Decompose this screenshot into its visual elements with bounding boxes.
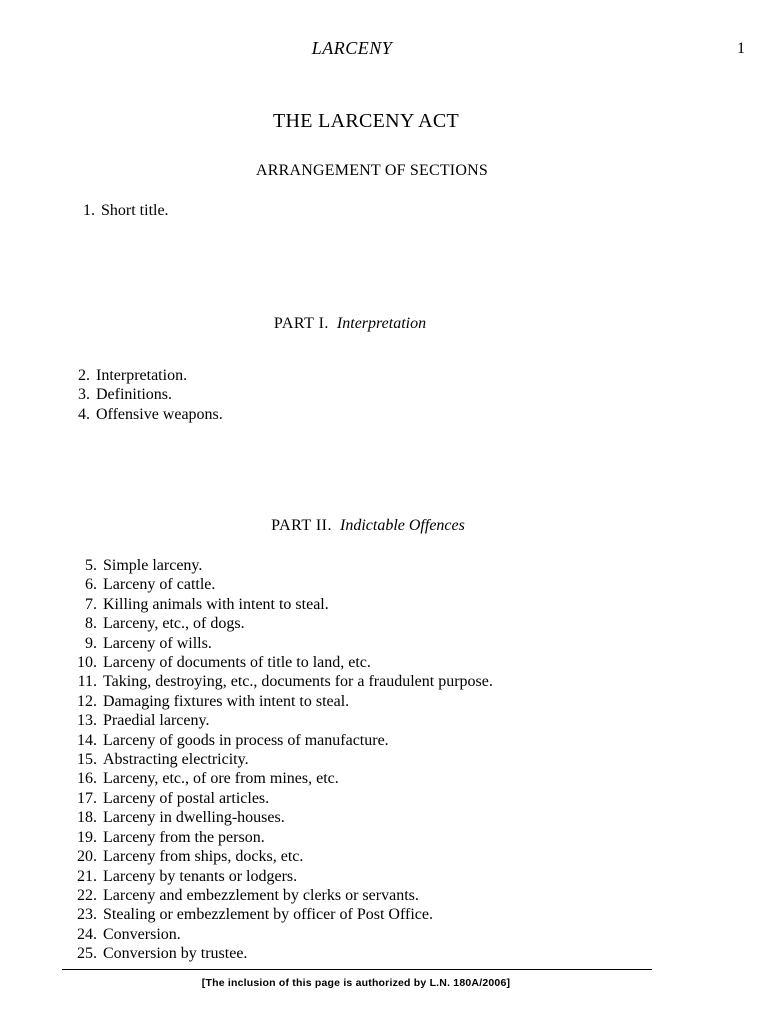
- section-title: Larceny of wills.: [103, 634, 212, 652]
- section-title: Offensive weapons.: [96, 405, 223, 423]
- section-title: Praedial larceny.: [103, 712, 210, 730]
- section-title: Larceny of goods in process of manufacture.: [103, 731, 389, 749]
- section-title: Larceny of postal articles.: [103, 789, 270, 807]
- section-number: 22.: [77, 886, 97, 904]
- list-item: [72, 769, 493, 788]
- list-item: [72, 750, 493, 769]
- section-number: 17.: [77, 789, 97, 807]
- section-number: 2.: [78, 367, 90, 384]
- list-item: [72, 925, 493, 944]
- list-item: [76, 201, 169, 220]
- part-heading-2: [0, 517, 736, 535]
- section-title: Damaging fixtures with intent to steal.: [103, 692, 350, 710]
- section-number: 16.: [77, 770, 97, 788]
- list-item: [71, 385, 223, 404]
- section-title: Stealing or embezzlement by officer of Post Office.: [103, 906, 433, 924]
- section-number: 23.: [77, 906, 97, 924]
- section-number: 21.: [77, 867, 97, 885]
- list-item: [71, 366, 223, 385]
- section-title: Larceny from ships, docks, etc.: [103, 848, 304, 866]
- section-title: Larceny from the person.: [103, 828, 265, 846]
- preliminary-section-list: [76, 201, 169, 220]
- list-item: [72, 575, 493, 594]
- section-number: 15.: [77, 751, 97, 769]
- section-number: 8.: [85, 615, 97, 633]
- section-title: Abstracting electricity.: [103, 751, 249, 769]
- part-label: PART I.: [273, 315, 329, 332]
- list-item: [72, 653, 493, 672]
- list-item: [72, 614, 493, 633]
- list-item: [72, 847, 493, 866]
- list-item: [72, 634, 493, 653]
- page-number: 1: [737, 40, 745, 57]
- section-number: 12.: [77, 692, 97, 710]
- section-number: 5.: [85, 557, 97, 574]
- list-item: [72, 808, 493, 827]
- part-1-section-list: [71, 366, 223, 424]
- section-title: Larceny of cattle.: [103, 576, 216, 594]
- running-title: LARCENY: [311, 38, 393, 58]
- section-title: Conversion.: [103, 925, 181, 943]
- section-number: 7.: [85, 595, 97, 613]
- list-item: [72, 867, 493, 886]
- list-item: [72, 905, 493, 924]
- part-heading-1: [0, 315, 700, 333]
- section-number: 18.: [77, 809, 97, 827]
- section-number: 11.: [77, 673, 97, 691]
- section-number: 25.: [77, 945, 97, 963]
- list-item: [72, 556, 493, 575]
- section-number: 1.: [83, 202, 95, 219]
- act-title: THE LARCENY ACT: [273, 110, 459, 132]
- part-name: Interpretation: [336, 315, 427, 332]
- section-number: 6.: [85, 576, 97, 594]
- section-title: Conversion by trustee.: [103, 945, 248, 963]
- section-title: Simple larceny.: [103, 557, 203, 574]
- section-title: Larceny, etc., of dogs.: [103, 615, 245, 633]
- section-title: Interpretation.: [96, 367, 188, 384]
- part-name: Indictable Offences: [340, 517, 465, 534]
- list-item: [72, 595, 493, 614]
- section-title: Larceny in dwelling-houses.: [103, 809, 285, 827]
- section-number: 14.: [77, 731, 97, 749]
- section-title: Larceny and embezzlement by clerks or servants.: [103, 886, 419, 904]
- list-item: [72, 828, 493, 847]
- section-number: 20.: [77, 848, 97, 866]
- section-number: 3.: [78, 386, 90, 404]
- list-item: [72, 789, 493, 808]
- section-number: 9.: [85, 634, 97, 652]
- arrangement-heading: ARRANGEMENT OF SECTIONS: [256, 162, 488, 179]
- list-item: [72, 672, 493, 691]
- section-title: Larceny by tenants or lodgers.: [103, 867, 298, 885]
- section-number: 19.: [77, 828, 97, 846]
- list-item: [72, 711, 493, 730]
- section-number: 24.: [77, 925, 97, 943]
- list-item: [72, 692, 493, 711]
- section-title: Short title.: [101, 202, 169, 219]
- section-title: Larceny, etc., of ore from mines, etc.: [103, 770, 339, 788]
- list-item: [72, 886, 493, 905]
- footer-rule: [62, 969, 652, 970]
- section-number: 4.: [78, 405, 90, 423]
- section-title: Definitions.: [96, 386, 172, 404]
- section-title: Killing animals with intent to steal.: [103, 595, 329, 613]
- section-title: Larceny of documents of title to land, etc.: [103, 654, 371, 672]
- list-item: [71, 405, 223, 424]
- section-title: Taking, destroying, etc., documents for a fraudulent purpose.: [103, 673, 493, 691]
- part-2-section-list: [72, 556, 493, 964]
- footer-note: [The inclusion of this page is authorized by L.N. 180A/2006]: [201, 977, 511, 989]
- list-item: [72, 944, 493, 963]
- part-label: PART II.: [271, 517, 332, 534]
- section-number: 13.: [77, 712, 97, 730]
- list-item: [72, 731, 493, 750]
- section-number: 10.: [77, 654, 97, 672]
